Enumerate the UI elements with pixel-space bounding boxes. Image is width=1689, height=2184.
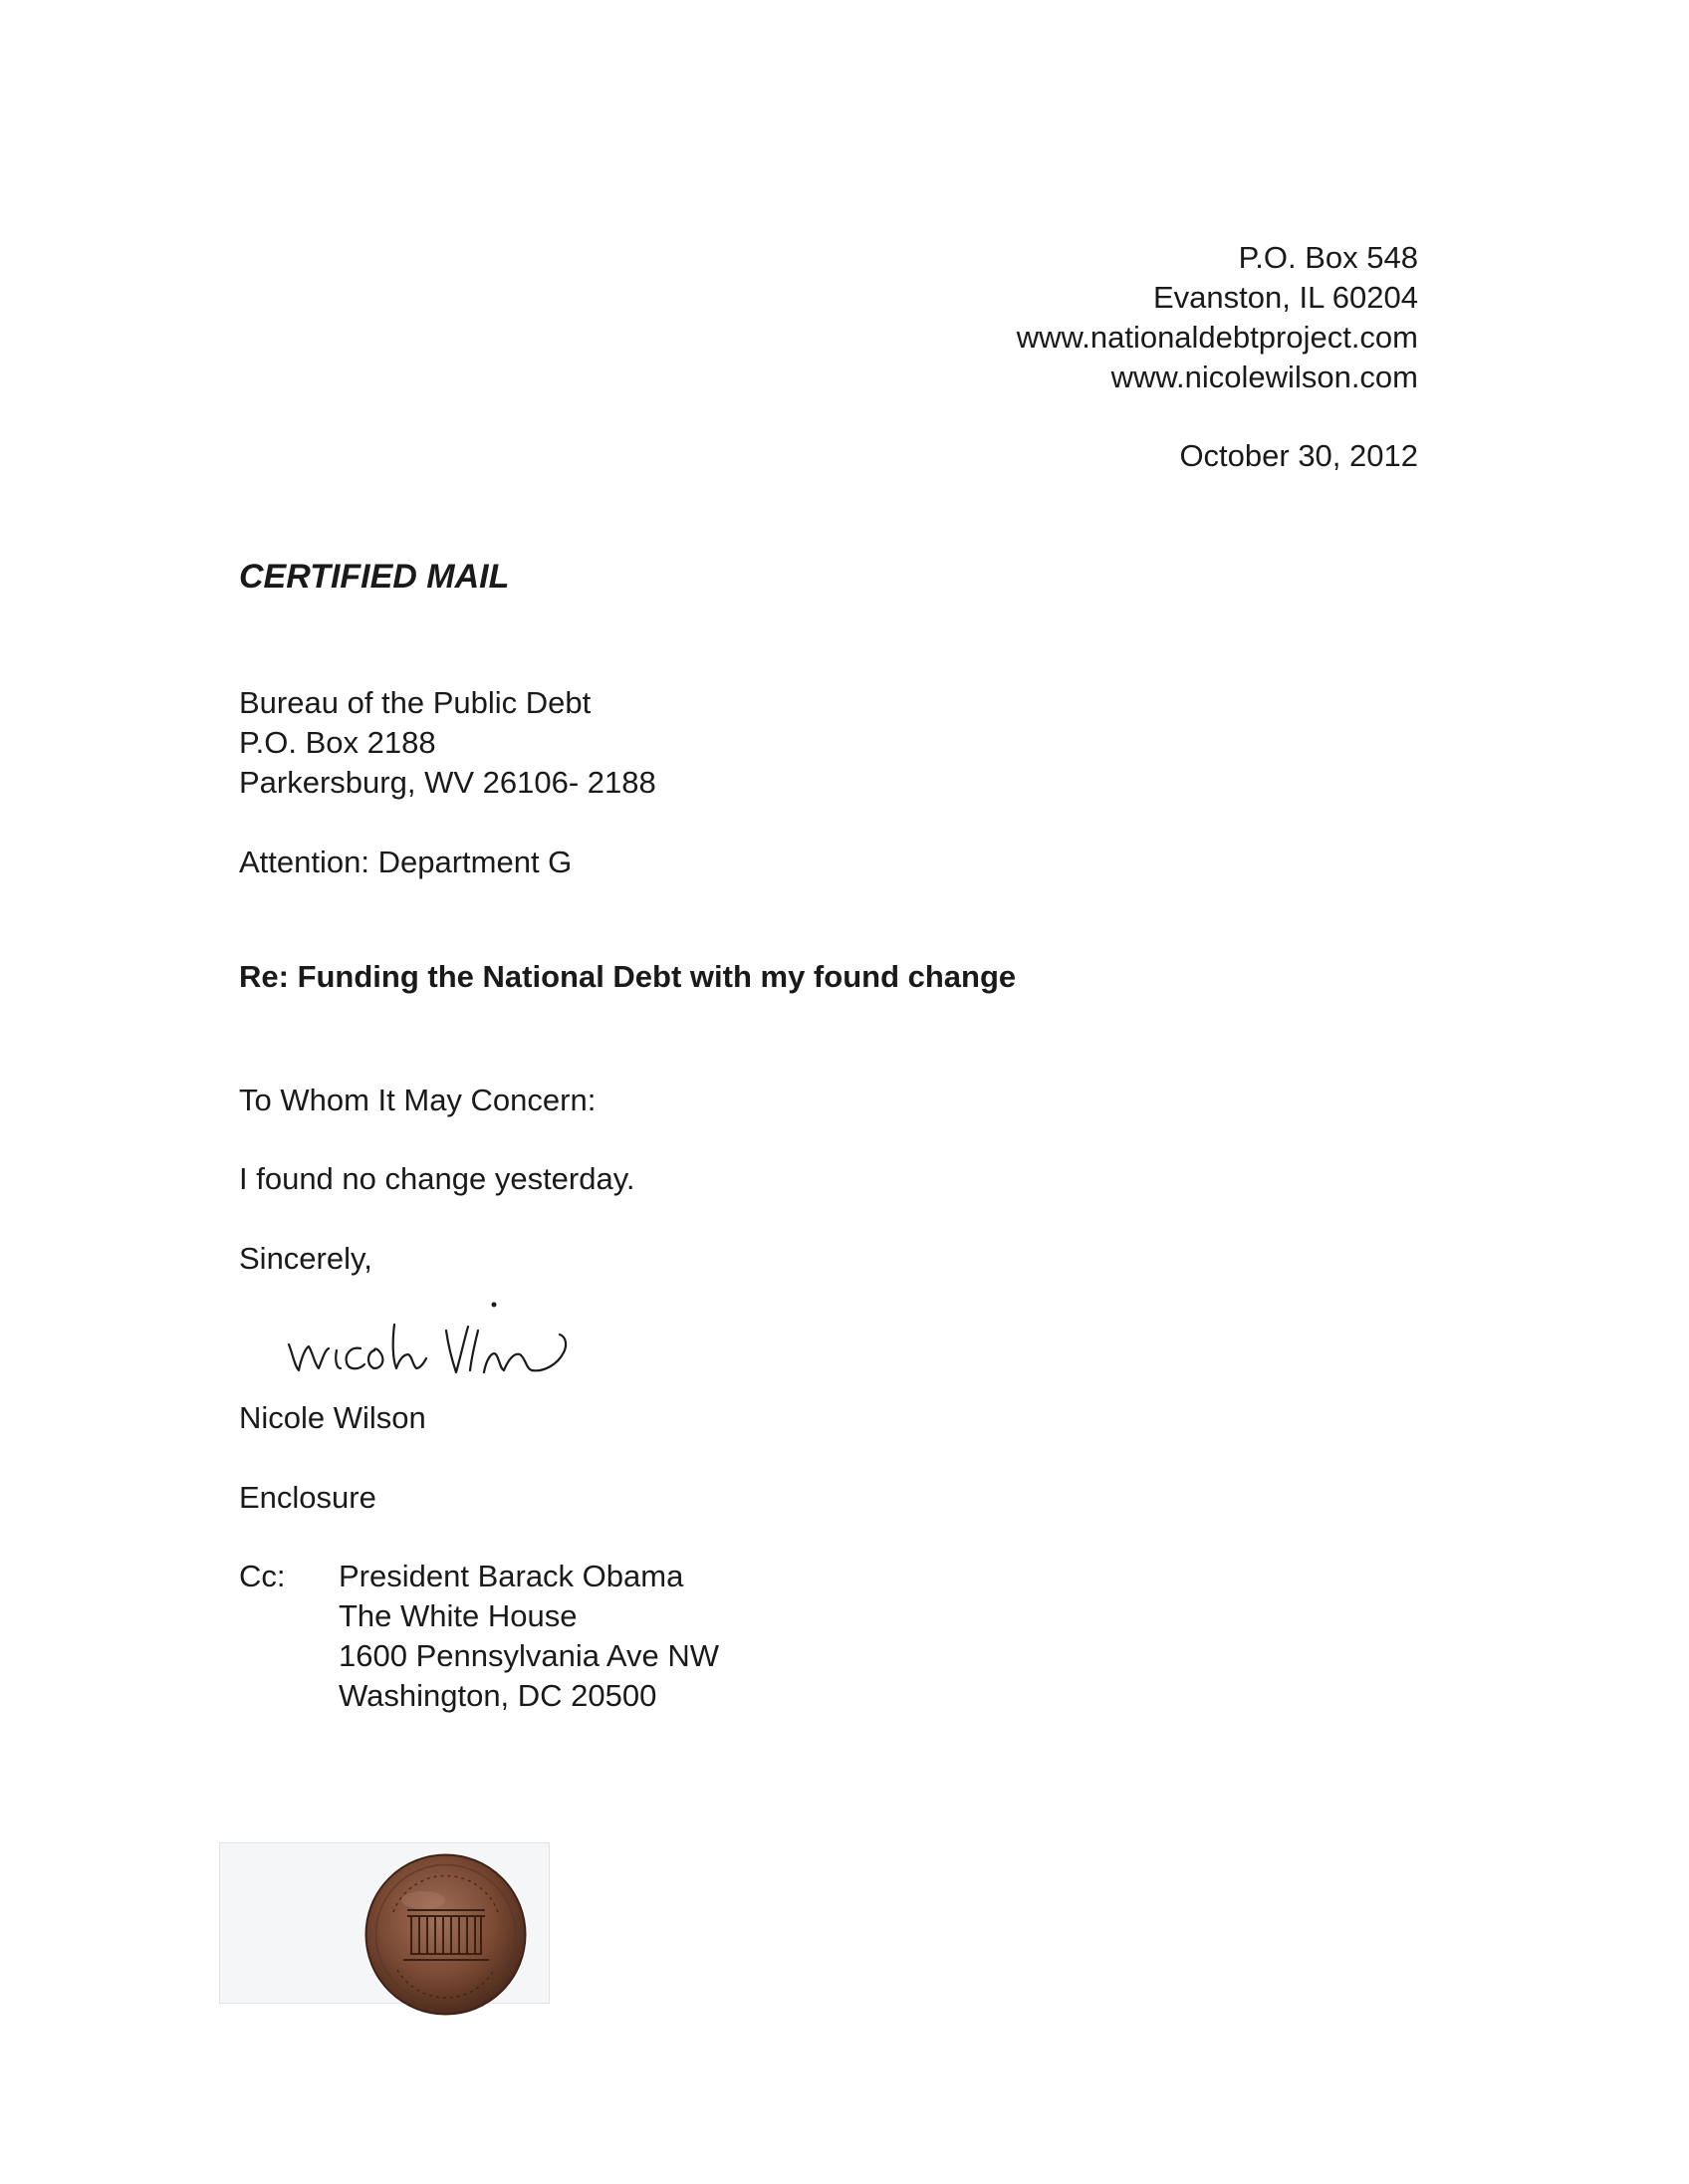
enclosure-note: Enclosure: [239, 1480, 376, 1515]
recipient-address-line1: P.O. Box 2188: [239, 725, 436, 760]
recipient-address-block: [239, 683, 656, 803]
subject-line: Re: Funding the National Debt with my found change: [239, 959, 1017, 994]
sender-address-line1: P.O. Box 548: [1238, 240, 1418, 275]
recipient-address-line2: Parkersburg, WV 26106- 2188: [239, 765, 656, 800]
signature-icon: [279, 1275, 677, 1414]
cc-label: Cc:: [239, 1559, 286, 1593]
attention-line: Attention: Department G: [239, 845, 573, 879]
sender-address-block: [1017, 238, 1418, 397]
letter-date: October 30, 2012: [1179, 438, 1418, 473]
penny-coin-icon: [363, 1852, 528, 2017]
letter-body: I found no change yesterday.: [239, 1161, 635, 1196]
greeting: To Whom It May Concern:: [239, 1083, 597, 1117]
sender-address-line2: Evanston, IL 60204: [1153, 280, 1418, 315]
cc-line3: 1600 Pennsylvania Ave NW: [339, 1638, 719, 1673]
cc-line4: Washington, DC 20500: [339, 1678, 657, 1713]
sender-website1: www.nationaldebtproject.com: [1016, 320, 1418, 355]
cc-line2: The White House: [339, 1598, 578, 1633]
closing: Sincerely,: [239, 1241, 372, 1276]
cc-line1: President Barack Obama: [339, 1559, 684, 1593]
recipient-name: Bureau of the Public Debt: [239, 685, 592, 720]
signer-name: Nicole Wilson: [239, 1400, 426, 1435]
sender-website2: www.nicolewilson.com: [1110, 360, 1418, 394]
cc-address-block: [339, 1557, 719, 1716]
delivery-method: CERTIFIED MAIL: [239, 558, 510, 596]
